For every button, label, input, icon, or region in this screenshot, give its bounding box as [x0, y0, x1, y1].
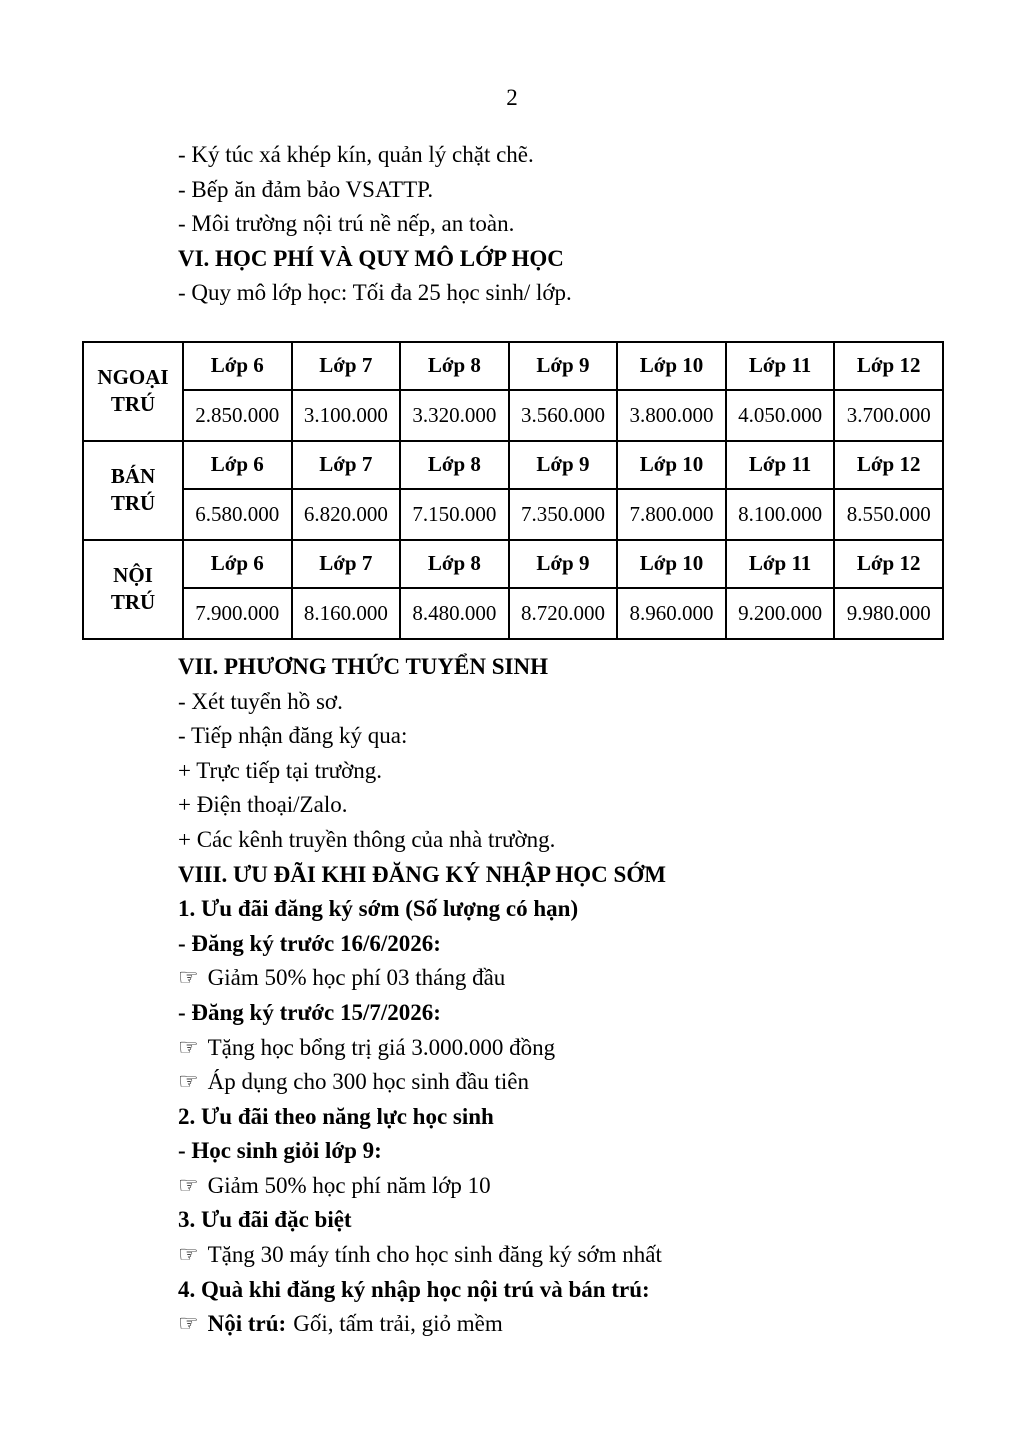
tuition-table: [82, 341, 944, 640]
promo-line: [178, 1169, 1024, 1204]
fee-value-cell: 2.850.000: [183, 390, 292, 441]
fee-value-cell: 6.580.000: [183, 489, 292, 540]
table-row: [83, 489, 943, 540]
bullet-line: - Môi trường nội trú nề nếp, an toàn.: [178, 211, 515, 237]
promo-line: [178, 961, 1024, 996]
section-heading-viii: VIII. ƯU ĐÃI KHI ĐĂNG KÝ NHẬP HỌC SỚM: [178, 861, 666, 887]
fee-value-cell: 3.700.000: [834, 390, 943, 441]
page-number: 2: [506, 85, 518, 110]
class-header-cell: Lớp 6: [183, 540, 292, 588]
pointing-hand-icon: ☞: [178, 965, 199, 992]
promo-text: Gối, tấm trải, giỏ mềm: [293, 1311, 503, 1337]
pointing-hand-icon: ☞: [178, 1069, 199, 1096]
class-header-cell: Lớp 7: [292, 441, 401, 489]
fee-value-cell: 6.820.000: [292, 489, 401, 540]
numbered-heading: 3. Ưu đãi đặc biệt: [178, 1207, 352, 1233]
class-header-cell: Lớp 10: [617, 540, 726, 588]
class-header-cell: Lớp 12: [834, 540, 943, 588]
class-header-cell: Lớp 12: [834, 441, 943, 489]
class-header-cell: Lớp 12: [834, 342, 943, 390]
fee-value-cell: 8.720.000: [509, 588, 618, 639]
bullet-line: - Tiếp nhận đăng ký qua:: [178, 723, 408, 749]
promo-text: Áp dụng cho 300 học sinh đầu tiên: [207, 1069, 529, 1095]
fee-value-cell: 3.800.000: [617, 390, 726, 441]
group-label-ngoai-tru: NGOẠI TRÚ: [83, 342, 183, 441]
class-header-cell: Lớp 7: [292, 540, 401, 588]
bullet-line-bold: - Học sinh giỏi lớp 9:: [178, 1138, 382, 1164]
bullet-line: - Quy mô lớp học: Tối đa 25 học sinh/ lớp.: [178, 280, 572, 306]
class-header-cell: Lớp 11: [726, 441, 835, 489]
promo-text: Giảm 50% học phí 03 tháng đầu: [207, 965, 506, 991]
bullet-line: - Bếp ăn đảm bảo VSATTP.: [178, 176, 434, 202]
fee-value-cell: 9.980.000: [834, 588, 943, 639]
section-heading-vi: VI. HỌC PHÍ VÀ QUY MÔ LỚP HỌC: [178, 245, 564, 271]
promo-line: [178, 1238, 1024, 1273]
table-row: [83, 588, 943, 639]
pointing-hand-icon: ☞: [178, 1034, 199, 1061]
fee-value-cell: 7.800.000: [617, 489, 726, 540]
fee-value-cell: 7.150.000: [400, 489, 509, 540]
class-header-cell: Lớp 9: [509, 441, 618, 489]
fee-value-cell: 7.900.000: [183, 588, 292, 639]
class-header-cell: Lớp 8: [400, 441, 509, 489]
pointing-hand-icon: ☞: [178, 1172, 199, 1199]
bullet-line: - Xét tuyển hồ sơ.: [178, 688, 343, 714]
table-row: [83, 390, 943, 441]
fee-value-cell: 7.350.000: [509, 489, 618, 540]
fee-value-cell: 4.050.000: [726, 390, 835, 441]
class-header-cell: Lớp 6: [183, 342, 292, 390]
numbered-heading: 2. Ưu đãi theo năng lực học sinh: [178, 1103, 494, 1129]
fee-value-cell: 9.200.000: [726, 588, 835, 639]
group-label-ban-tru: BÁN TRÚ: [83, 441, 183, 540]
fee-value-cell: 8.100.000: [726, 489, 835, 540]
plus-line: + Điện thoại/Zalo.: [178, 792, 348, 818]
fee-value-cell: 8.160.000: [292, 588, 401, 639]
fee-value-cell: 8.550.000: [834, 489, 943, 540]
fee-value-cell: 3.560.000: [509, 390, 618, 441]
class-header-cell: Lớp 10: [617, 342, 726, 390]
plus-line: + Trực tiếp tại trường.: [178, 757, 383, 783]
fee-value-cell: 3.100.000: [292, 390, 401, 441]
pointing-hand-icon: ☞: [178, 1311, 199, 1338]
class-header-cell: Lớp 11: [726, 342, 835, 390]
promo-line: [178, 1307, 1024, 1342]
plus-line: + Các kênh truyền thông của nhà trường.: [178, 826, 556, 852]
pointing-hand-icon: ☞: [178, 1242, 199, 1269]
section-heading-vii: VII. PHƯƠNG THỨC TUYỂN SINH: [178, 653, 548, 679]
promo-line: [178, 1065, 1024, 1100]
promo-text: Tặng 30 máy tính cho học sinh đăng ký sớm nhất: [207, 1242, 662, 1268]
class-header-cell: Lớp 10: [617, 441, 726, 489]
bullet-line-bold: - Đăng ký trước 16/6/2026:: [178, 930, 441, 956]
table-row: [83, 441, 943, 489]
promo-text: Tặng học bổng trị giá 3.000.000 đồng: [207, 1034, 556, 1060]
class-header-cell: Lớp 9: [509, 342, 618, 390]
class-header-cell: Lớp 9: [509, 540, 618, 588]
class-header-cell: Lớp 6: [183, 441, 292, 489]
fee-value-cell: 3.320.000: [400, 390, 509, 441]
class-header-cell: Lớp 11: [726, 540, 835, 588]
fee-value-cell: 8.480.000: [400, 588, 509, 639]
class-header-cell: Lớp 8: [400, 342, 509, 390]
group-label-noi-tru: NỘI TRÚ: [83, 540, 183, 639]
content-section: [178, 650, 1024, 1342]
numbered-heading: 1. Ưu đãi đăng ký sớm (Số lượng có hạn): [178, 896, 579, 922]
class-header-cell: Lớp 8: [400, 540, 509, 588]
bullet-line: - Ký túc xá khép kín, quản lý chặt chẽ.: [178, 142, 534, 167]
table-row: [83, 342, 943, 390]
intro-section: [178, 138, 1024, 311]
table-row: [83, 540, 943, 588]
promo-line: [178, 1031, 1024, 1066]
bullet-line-bold: - Đăng ký trước 15/7/2026:: [178, 999, 441, 1025]
promo-bold-prefix: Nội trú:: [207, 1311, 287, 1337]
promo-text: Giảm 50% học phí năm lớp 10: [207, 1172, 491, 1198]
fee-value-cell: 8.960.000: [617, 588, 726, 639]
numbered-heading: 4. Quà khi đăng ký nhập học nội trú và bán trú:: [178, 1276, 650, 1302]
class-header-cell: Lớp 7: [292, 342, 401, 390]
